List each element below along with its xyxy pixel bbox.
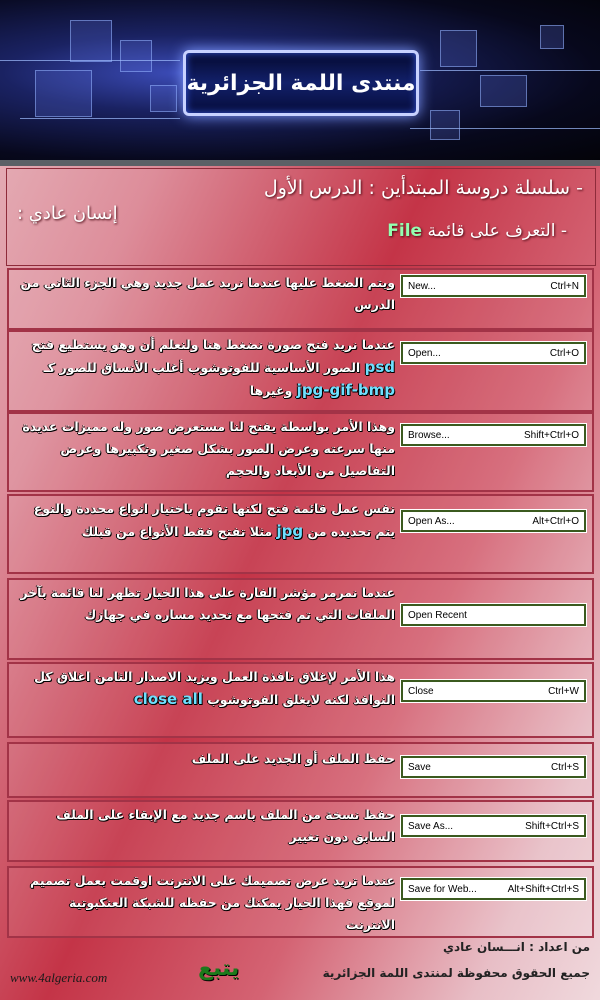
menu-item-save[interactable] [401, 756, 586, 778]
desc-text: نفس عمل قائمة فتح لكنها تقوم باختيار انواع محددة والنوع يتم تحديده من [33, 501, 395, 539]
menu-row-open-recent [7, 578, 594, 660]
desc-text: الصور الأساسية للفوتوشوب أغلب الأنساق للصور كـ [43, 360, 361, 375]
menu-item-shortcut: Ctrl+N [550, 280, 579, 292]
prepared-by: من اعداد : انـــسان عادي [443, 940, 590, 954]
site-url[interactable]: www.4algeria.com [10, 970, 108, 985]
menu-item-label: Open... [408, 347, 441, 359]
menu-item-open-recent[interactable] [401, 604, 586, 626]
header-banner [0, 0, 600, 162]
row-description: حفظ نسخة من الملف باسم جديد مع الإبقاء على الملف السابق دون تغيير [56, 807, 395, 844]
row-description [17, 666, 395, 711]
desc-highlight: jpg [276, 522, 304, 540]
menu-item-shortcut: Ctrl+O [549, 347, 579, 359]
file-keyword: File [387, 221, 423, 241]
menu-item-label: Browse... [408, 429, 450, 441]
menu-item-shortcut: Ctrl+S [550, 761, 579, 773]
desc-text: هذا الأمر لإغلاق نافذة العمل ويزيد الاصدار الثامن اغلاق كل النوافذ لكنه لايغلق الفوتوشوب [34, 669, 395, 707]
menu-item-label: Save [408, 761, 431, 773]
menu-item-shortcut: Alt+Ctrl+O [532, 515, 579, 527]
row-description: حفظ الملف أو الجديد على الملف [191, 751, 395, 766]
menu-row-save-as [7, 800, 594, 862]
menu-item-shortcut: Shift+Ctrl+S [525, 820, 579, 832]
menu-item-close[interactable] [401, 680, 586, 702]
menu-item-shortcut: Alt+Shift+Ctrl+S [507, 883, 579, 895]
menu-item-label: New... [408, 280, 436, 292]
menu-item-shortcut: Ctrl+W [548, 685, 579, 697]
author-label: إنسان عادي : [17, 203, 118, 224]
lesson-title-box [6, 168, 596, 266]
menu-item-new[interactable] [401, 275, 586, 297]
menu-item-shortcut: Shift+Ctrl+O [523, 429, 579, 441]
row-description: ويتم الضغط عليها عندما نريد عمل جديد وهي الجزء الثاني من الدرس [20, 275, 395, 312]
row-description: وهذا الأمر بواسطة يفتح لنا مستعرض صور وله مميزات عديدة منها سرعته وعرض الصور بشكل صغير وتكبيرها وعرض التفاصيل من الأبعاد والحجم [22, 419, 395, 478]
menu-row-open [7, 330, 594, 412]
menu-item-label: Open Recent [408, 609, 467, 621]
menu-item-open[interactable] [401, 342, 586, 364]
row-description [17, 334, 395, 402]
lesson-title: - سلسلة دروسة المبتدأين : الدرس الأول [263, 177, 583, 199]
to-be-continued: يتبع [198, 956, 240, 981]
desc-highlight: jpg-gif-bmp [296, 381, 395, 399]
menu-row-save [7, 742, 594, 798]
desc-highlight: psd [364, 358, 395, 376]
menu-row-save-for-web [7, 866, 594, 938]
menu-item-label: Save for Web... [408, 883, 477, 895]
desc-text: عندما نريد فتح صورة نضغط هنا ولنعلم أن وهو يستطيع فتح [31, 337, 395, 352]
forum-logo: منتدى اللمة الجزائرية [183, 50, 419, 116]
row-description: عندما تريد عرض تصميمك على الانترنت اوقمت بعمل تصميم لموقع فهذا الخيار يمكنك من حفظه للشبكة العنكبوتية الانترنت [30, 873, 395, 932]
copyright: جميع الحقوق محفوظة لمنتدى اللمة الجزائرية [322, 966, 590, 980]
menu-item-label: Open As... [408, 515, 455, 527]
desc-highlight: close all [133, 690, 203, 708]
lesson-subtitle [387, 221, 567, 241]
menu-item-label: Save As... [408, 820, 454, 832]
desc-text: مثلا تفتح فقط الأنواع من قبلك [81, 524, 273, 539]
menu-item-open-as[interactable] [401, 510, 586, 532]
menu-row-close [7, 662, 594, 738]
menu-item-browse[interactable] [401, 424, 586, 446]
row-description [17, 498, 395, 543]
footer [0, 938, 600, 1000]
desc-text: وغيرها [249, 383, 293, 398]
menu-row-new [7, 268, 594, 330]
divider [0, 160, 600, 166]
menu-item-save-as[interactable] [401, 815, 586, 837]
menu-item-label: Close [408, 685, 434, 697]
menu-item-save-for-web[interactable] [401, 878, 586, 900]
menu-row-open-as [7, 494, 594, 574]
row-description: عندما نمرمر مؤشر الفارة على هذا الخيار تظهر لنا قائمة بآخر الملفات التي تم فتحها مع تحديد مساره في جهازك [20, 585, 395, 622]
subtitle-prefix: - التعرف على قائمة [427, 221, 567, 241]
menu-row-browse [7, 412, 594, 492]
